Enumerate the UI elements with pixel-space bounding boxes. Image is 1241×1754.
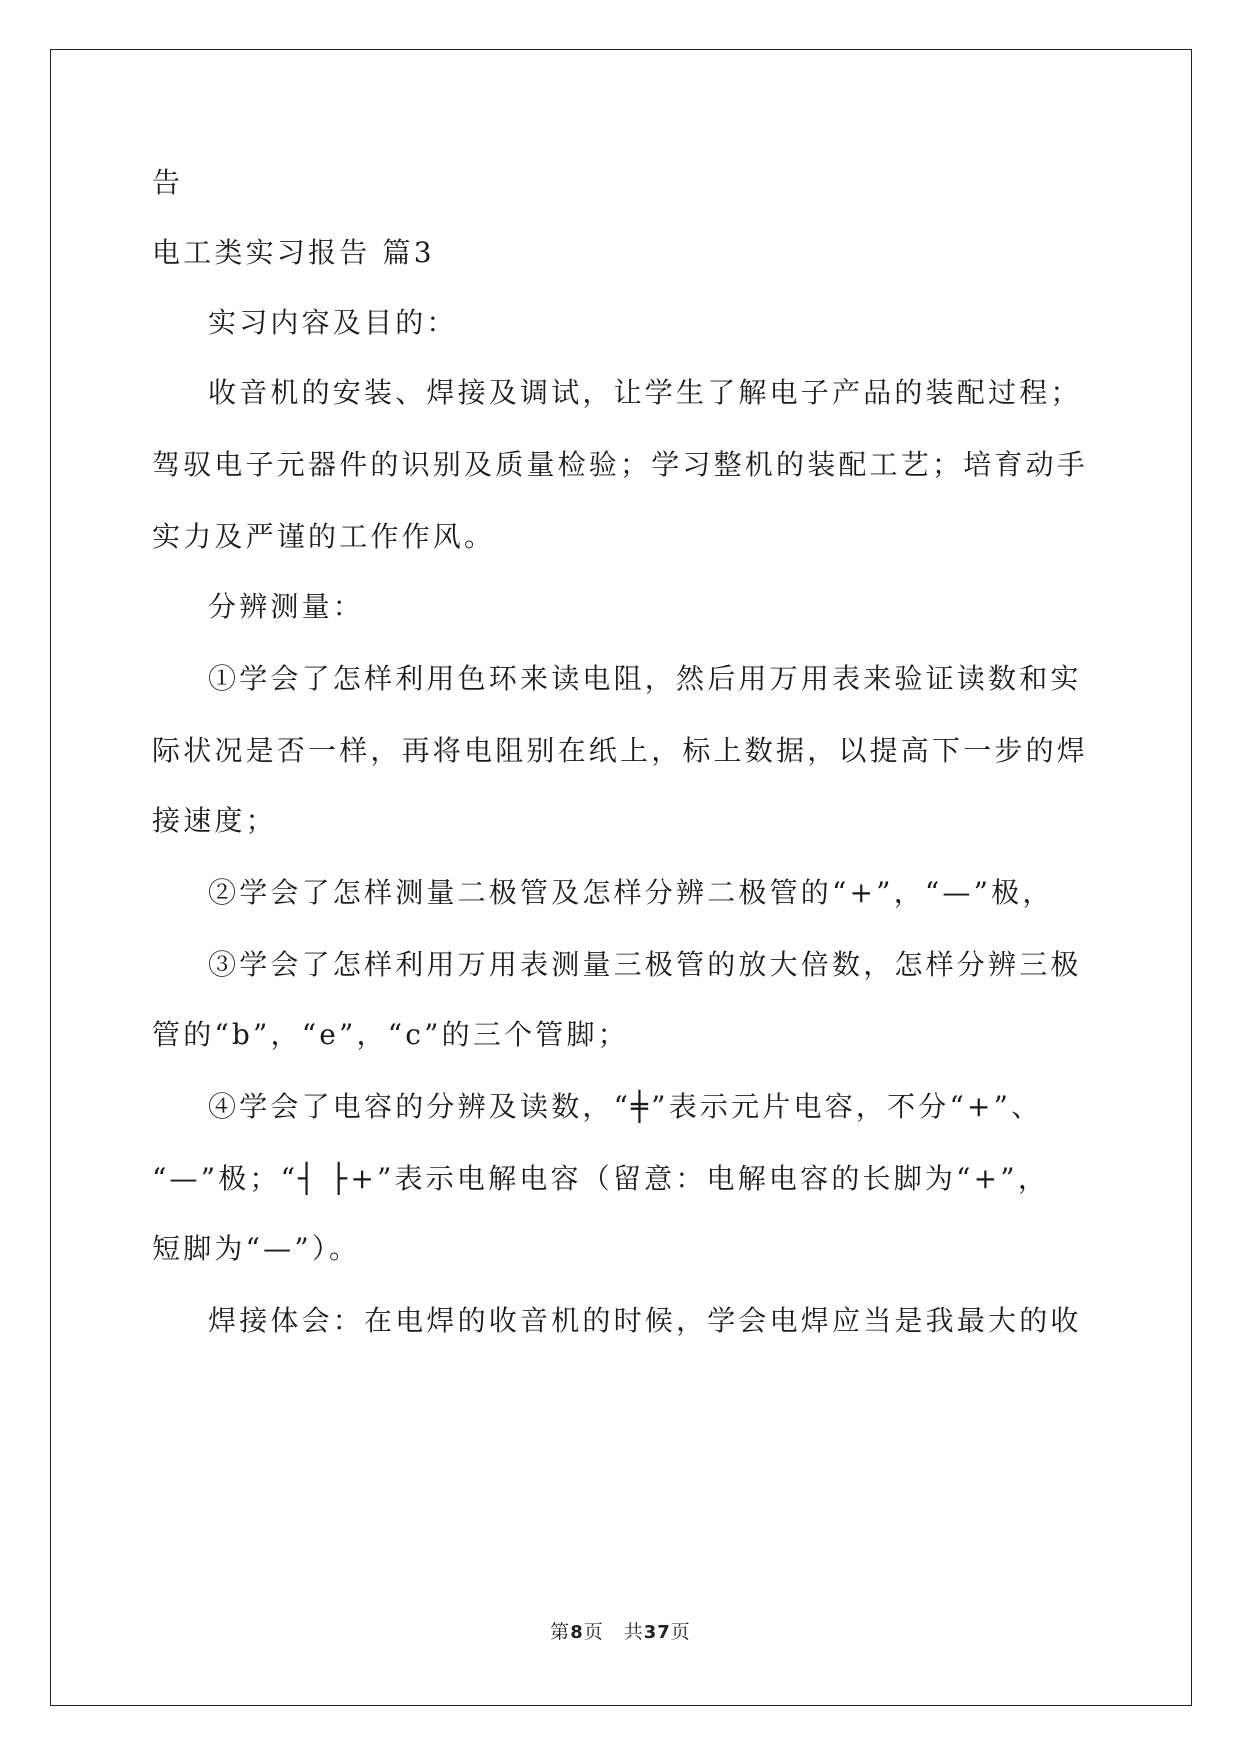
text-line: 告 (152, 166, 184, 199)
paragraph-line: ②学会了怎样测量二极管及怎样分辨二极管的“+”，“—”极， (208, 876, 1054, 909)
footer-middle: 页 共 (583, 1621, 644, 1643)
footer-suffix: 页 (670, 1621, 691, 1643)
total-pages-number: 37 (643, 1622, 671, 1643)
page-footer (0, 1617, 1241, 1644)
paragraph-line: 实力及严谨的工作作风。 (152, 520, 496, 553)
paragraph-line: 短脚为“—”）。 (152, 1232, 361, 1265)
paragraph-line: ④学会了电容的分辨及读数，“╪”表示元片电容，不分“+”、 (208, 1090, 1043, 1123)
section-heading: 电工类实习报告 篇3 (152, 236, 435, 269)
paragraph-line: 分辨测量： (208, 590, 365, 623)
current-page-number: 8 (570, 1622, 584, 1643)
paragraph-line: 收音机的安装、焊接及调试，让学生了解电子产品的装配过程； (208, 376, 1082, 409)
paragraph-line: 管的“b”，“e”，“c”的三个管脚； (152, 1018, 629, 1051)
paragraph-line: 焊接体会：在电焊的收音机的时候，学会电焊应当是我最大的收 (208, 1304, 1082, 1337)
paragraph-line: ①学会了怎样利用色环来读电阻，然后用万用表来验证读数和实 (208, 662, 1082, 695)
footer-prefix: 第 (550, 1621, 571, 1643)
paragraph-line: 驾驭电子元器件的识别及质量检验；学习整机的装配工艺；培育动手 (152, 448, 1089, 481)
paragraph-line: 接速度； (152, 804, 277, 837)
paragraph-line: 实习内容及目的： (208, 306, 458, 339)
paragraph-line: “—”极；“┤ ├+”表示电解电容（留意：电解电容的长脚为“+”， (152, 1162, 1050, 1195)
paragraph-line: 际状况是否一样，再将电阻别在纸上，标上数据，以提高下一步的焊 (152, 734, 1089, 767)
paragraph-line: ③学会了怎样利用万用表测量三极管的放大倍数，怎样分辨三极 (208, 948, 1082, 981)
